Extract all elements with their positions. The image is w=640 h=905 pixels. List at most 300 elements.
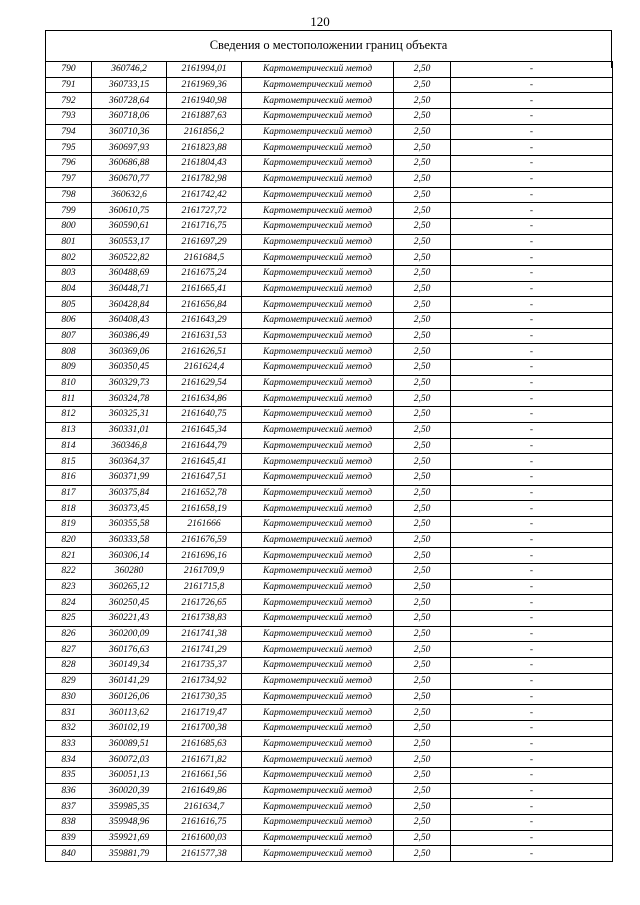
point-number-cell: 802 — [46, 250, 92, 266]
x-coordinate-cell: 360686,88 — [92, 156, 167, 172]
description-cell: - — [451, 265, 613, 281]
table-row — [46, 626, 613, 642]
method-cell: Картометрический метод — [242, 720, 394, 736]
table-row — [46, 548, 613, 564]
table-row — [46, 752, 613, 768]
point-number-cell: 813 — [46, 422, 92, 438]
y-coordinate-cell: 2161645,41 — [167, 454, 242, 470]
point-number-cell: 793 — [46, 109, 92, 125]
point-number-cell: 824 — [46, 595, 92, 611]
method-cell: Картометрический метод — [242, 93, 394, 109]
table-row — [46, 673, 613, 689]
y-coordinate-cell: 2161700,38 — [167, 720, 242, 736]
y-coordinate-cell: 2161887,63 — [167, 109, 242, 125]
x-coordinate-cell: 360375,84 — [92, 485, 167, 501]
y-coordinate-cell: 2161735,37 — [167, 658, 242, 674]
description-cell: - — [451, 752, 613, 768]
method-cell: Картометрический метод — [242, 752, 394, 768]
accuracy-cell: 2,50 — [394, 846, 451, 862]
table-row — [46, 830, 613, 846]
description-cell: - — [451, 532, 613, 548]
method-cell: Картометрический метод — [242, 846, 394, 862]
method-cell: Картометрический метод — [242, 783, 394, 799]
accuracy-cell: 2,50 — [394, 720, 451, 736]
y-coordinate-cell: 2161634,7 — [167, 799, 242, 815]
description-cell: - — [451, 642, 613, 658]
table-row — [46, 783, 613, 799]
method-cell: Картометрический метод — [242, 281, 394, 297]
x-coordinate-cell: 360371,99 — [92, 469, 167, 485]
point-number-cell: 801 — [46, 234, 92, 250]
accuracy-cell: 2,50 — [394, 752, 451, 768]
accuracy-cell: 2,50 — [394, 830, 451, 846]
description-cell: - — [451, 736, 613, 752]
description-cell: - — [451, 77, 613, 93]
method-cell: Картометрический метод — [242, 469, 394, 485]
point-number-cell: 804 — [46, 281, 92, 297]
table-row — [46, 187, 613, 203]
description-cell: - — [451, 93, 613, 109]
description-cell: - — [451, 62, 613, 78]
accuracy-cell: 2,50 — [394, 736, 451, 752]
x-coordinate-cell: 360102,19 — [92, 720, 167, 736]
y-coordinate-cell: 2161626,51 — [167, 344, 242, 360]
x-coordinate-cell: 360089,51 — [92, 736, 167, 752]
table-row — [46, 203, 613, 219]
y-coordinate-cell: 2161684,5 — [167, 250, 242, 266]
method-cell: Картометрический метод — [242, 532, 394, 548]
table-row — [46, 532, 613, 548]
x-coordinate-cell: 359921,69 — [92, 830, 167, 846]
description-cell: - — [451, 375, 613, 391]
accuracy-cell: 2,50 — [394, 815, 451, 831]
accuracy-cell: 2,50 — [394, 799, 451, 815]
point-number-cell: 829 — [46, 673, 92, 689]
y-coordinate-cell: 2161742,42 — [167, 187, 242, 203]
y-coordinate-cell: 2161804,43 — [167, 156, 242, 172]
y-coordinate-cell: 2161640,75 — [167, 407, 242, 423]
method-cell: Картометрический метод — [242, 815, 394, 831]
point-number-cell: 815 — [46, 454, 92, 470]
point-number-cell: 794 — [46, 124, 92, 140]
method-cell: Картометрический метод — [242, 344, 394, 360]
x-coordinate-cell: 360250,45 — [92, 595, 167, 611]
accuracy-cell: 2,50 — [394, 250, 451, 266]
description-cell: - — [451, 234, 613, 250]
x-coordinate-cell: 360522,82 — [92, 250, 167, 266]
description-cell: - — [451, 846, 613, 862]
description-cell: - — [451, 516, 613, 532]
accuracy-cell: 2,50 — [394, 313, 451, 329]
point-number-cell: 797 — [46, 171, 92, 187]
point-number-cell: 823 — [46, 579, 92, 595]
y-coordinate-cell: 2161715,8 — [167, 579, 242, 595]
point-number-cell: 803 — [46, 265, 92, 281]
table-row — [46, 265, 613, 281]
point-number-cell: 830 — [46, 689, 92, 705]
description-cell: - — [451, 626, 613, 642]
description-cell: - — [451, 140, 613, 156]
accuracy-cell: 2,50 — [394, 360, 451, 376]
y-coordinate-cell: 2161645,34 — [167, 422, 242, 438]
y-coordinate-cell: 2161652,78 — [167, 485, 242, 501]
table-row — [46, 720, 613, 736]
table-row — [46, 564, 613, 580]
method-cell: Картометрический метод — [242, 313, 394, 329]
description-cell: - — [451, 673, 613, 689]
y-coordinate-cell: 2161600,03 — [167, 830, 242, 846]
point-number-cell: 796 — [46, 156, 92, 172]
method-cell: Картометрический метод — [242, 485, 394, 501]
point-number-cell: 826 — [46, 626, 92, 642]
table-row — [46, 407, 613, 423]
accuracy-cell: 2,50 — [394, 767, 451, 783]
accuracy-cell: 2,50 — [394, 407, 451, 423]
description-cell: - — [451, 124, 613, 140]
method-cell: Картометрический метод — [242, 218, 394, 234]
y-coordinate-cell: 2161629,54 — [167, 375, 242, 391]
method-cell: Картометрический метод — [242, 454, 394, 470]
x-coordinate-cell: 360728,64 — [92, 93, 167, 109]
accuracy-cell: 2,50 — [394, 611, 451, 627]
y-coordinate-cell: 2161577,38 — [167, 846, 242, 862]
y-coordinate-cell: 2161823,88 — [167, 140, 242, 156]
x-coordinate-cell: 360408,43 — [92, 313, 167, 329]
accuracy-cell: 2,50 — [394, 140, 451, 156]
description-cell: - — [451, 783, 613, 799]
point-number-cell: 821 — [46, 548, 92, 564]
table-row — [46, 799, 613, 815]
boundary-points-table — [45, 61, 613, 862]
accuracy-cell: 2,50 — [394, 234, 451, 250]
table-row — [46, 281, 613, 297]
point-number-cell: 839 — [46, 830, 92, 846]
x-coordinate-cell: 360553,17 — [92, 234, 167, 250]
point-number-cell: 837 — [46, 799, 92, 815]
table-row — [46, 846, 613, 862]
table-row — [46, 62, 613, 78]
table-row — [46, 375, 613, 391]
accuracy-cell: 2,50 — [394, 579, 451, 595]
method-cell: Картометрический метод — [242, 140, 394, 156]
point-number-cell: 811 — [46, 391, 92, 407]
table-row — [46, 438, 613, 454]
y-coordinate-cell: 2161647,51 — [167, 469, 242, 485]
method-cell: Картометрический метод — [242, 736, 394, 752]
y-coordinate-cell: 2161734,92 — [167, 673, 242, 689]
method-cell: Картометрический метод — [242, 564, 394, 580]
description-cell: - — [451, 344, 613, 360]
table-row — [46, 171, 613, 187]
description-cell: - — [451, 407, 613, 423]
y-coordinate-cell: 2161631,53 — [167, 328, 242, 344]
method-cell: Картометрический метод — [242, 501, 394, 517]
accuracy-cell: 2,50 — [394, 501, 451, 517]
x-coordinate-cell: 360221,43 — [92, 611, 167, 627]
y-coordinate-cell: 2161656,84 — [167, 297, 242, 313]
y-coordinate-cell: 2161634,86 — [167, 391, 242, 407]
method-cell: Картометрический метод — [242, 548, 394, 564]
table-row — [46, 705, 613, 721]
description-cell: - — [451, 815, 613, 831]
accuracy-cell: 2,50 — [394, 642, 451, 658]
point-number-cell: 791 — [46, 77, 92, 93]
method-cell: Картометрический метод — [242, 109, 394, 125]
point-number-cell: 818 — [46, 501, 92, 517]
y-coordinate-cell: 2161716,75 — [167, 218, 242, 234]
description-cell: - — [451, 799, 613, 815]
method-cell: Картометрический метод — [242, 360, 394, 376]
x-coordinate-cell: 360113,62 — [92, 705, 167, 721]
method-cell: Картометрический метод — [242, 171, 394, 187]
accuracy-cell: 2,50 — [394, 124, 451, 140]
point-number-cell: 834 — [46, 752, 92, 768]
x-coordinate-cell: 360051,13 — [92, 767, 167, 783]
x-coordinate-cell: 360333,58 — [92, 532, 167, 548]
x-coordinate-cell: 360369,06 — [92, 344, 167, 360]
point-number-cell: 832 — [46, 720, 92, 736]
y-coordinate-cell: 2161709,9 — [167, 564, 242, 580]
table-row — [46, 516, 613, 532]
description-cell: - — [451, 564, 613, 580]
accuracy-cell: 2,50 — [394, 658, 451, 674]
y-coordinate-cell: 2161665,41 — [167, 281, 242, 297]
table-row — [46, 77, 613, 93]
point-number-cell: 835 — [46, 767, 92, 783]
x-coordinate-cell: 360141,29 — [92, 673, 167, 689]
y-coordinate-cell: 2161719,47 — [167, 705, 242, 721]
y-coordinate-cell: 2161940,98 — [167, 93, 242, 109]
point-number-cell: 833 — [46, 736, 92, 752]
y-coordinate-cell: 2161730,35 — [167, 689, 242, 705]
point-number-cell: 838 — [46, 815, 92, 831]
y-coordinate-cell: 2161643,29 — [167, 313, 242, 329]
y-coordinate-cell: 2161697,29 — [167, 234, 242, 250]
description-cell: - — [451, 485, 613, 501]
accuracy-cell: 2,50 — [394, 156, 451, 172]
accuracy-cell: 2,50 — [394, 422, 451, 438]
y-coordinate-cell: 2161671,82 — [167, 752, 242, 768]
method-cell: Картометрический метод — [242, 626, 394, 642]
x-coordinate-cell: 360386,49 — [92, 328, 167, 344]
method-cell: Картометрический метод — [242, 767, 394, 783]
table-row — [46, 313, 613, 329]
y-coordinate-cell: 2161741,29 — [167, 642, 242, 658]
method-cell: Картометрический метод — [242, 203, 394, 219]
accuracy-cell: 2,50 — [394, 705, 451, 721]
table-row — [46, 767, 613, 783]
table-row — [46, 344, 613, 360]
accuracy-cell: 2,50 — [394, 375, 451, 391]
x-coordinate-cell: 360020,39 — [92, 783, 167, 799]
method-cell: Картометрический метод — [242, 297, 394, 313]
method-cell: Картометрический метод — [242, 234, 394, 250]
point-number-cell: 809 — [46, 360, 92, 376]
y-coordinate-cell: 2161994,01 — [167, 62, 242, 78]
point-number-cell: 814 — [46, 438, 92, 454]
accuracy-cell: 2,50 — [394, 783, 451, 799]
table-row — [46, 658, 613, 674]
y-coordinate-cell: 2161969,36 — [167, 77, 242, 93]
accuracy-cell: 2,50 — [394, 218, 451, 234]
x-coordinate-cell: 360670,77 — [92, 171, 167, 187]
accuracy-cell: 2,50 — [394, 187, 451, 203]
table-row — [46, 250, 613, 266]
y-coordinate-cell: 2161624,4 — [167, 360, 242, 376]
x-coordinate-cell: 360373,45 — [92, 501, 167, 517]
method-cell: Картометрический метод — [242, 375, 394, 391]
y-coordinate-cell: 2161685,63 — [167, 736, 242, 752]
point-number-cell: 816 — [46, 469, 92, 485]
point-number-cell: 799 — [46, 203, 92, 219]
x-coordinate-cell: 360280 — [92, 564, 167, 580]
description-cell: - — [451, 297, 613, 313]
accuracy-cell: 2,50 — [394, 469, 451, 485]
y-coordinate-cell: 2161658,19 — [167, 501, 242, 517]
description-cell: - — [451, 767, 613, 783]
x-coordinate-cell: 360346,8 — [92, 438, 167, 454]
accuracy-cell: 2,50 — [394, 454, 451, 470]
table-row — [46, 736, 613, 752]
accuracy-cell: 2,50 — [394, 344, 451, 360]
description-cell: - — [451, 595, 613, 611]
point-number-cell: 820 — [46, 532, 92, 548]
point-number-cell: 831 — [46, 705, 92, 721]
description-cell: - — [451, 187, 613, 203]
description-cell: - — [451, 611, 613, 627]
point-number-cell: 840 — [46, 846, 92, 862]
method-cell: Картометрический метод — [242, 77, 394, 93]
method-cell: Картометрический метод — [242, 673, 394, 689]
x-coordinate-cell: 360355,58 — [92, 516, 167, 532]
description-cell: - — [451, 313, 613, 329]
point-number-cell: 798 — [46, 187, 92, 203]
y-coordinate-cell: 2161676,59 — [167, 532, 242, 548]
method-cell: Картометрический метод — [242, 265, 394, 281]
description-cell: - — [451, 469, 613, 485]
accuracy-cell: 2,50 — [394, 438, 451, 454]
description-cell: - — [451, 689, 613, 705]
accuracy-cell: 2,50 — [394, 328, 451, 344]
y-coordinate-cell: 2161738,83 — [167, 611, 242, 627]
accuracy-cell: 2,50 — [394, 281, 451, 297]
accuracy-cell: 2,50 — [394, 297, 451, 313]
table-row — [46, 579, 613, 595]
x-coordinate-cell: 360306,14 — [92, 548, 167, 564]
y-coordinate-cell: 2161644,79 — [167, 438, 242, 454]
point-number-cell: 827 — [46, 642, 92, 658]
method-cell: Картометрический метод — [242, 407, 394, 423]
x-coordinate-cell: 359985,35 — [92, 799, 167, 815]
table-row — [46, 218, 613, 234]
y-coordinate-cell: 2161696,16 — [167, 548, 242, 564]
method-cell: Картометрический метод — [242, 830, 394, 846]
description-cell: - — [451, 501, 613, 517]
x-coordinate-cell: 360697,93 — [92, 140, 167, 156]
x-coordinate-cell: 359948,96 — [92, 815, 167, 831]
method-cell: Картометрический метод — [242, 156, 394, 172]
x-coordinate-cell: 360364,37 — [92, 454, 167, 470]
table-row — [46, 328, 613, 344]
point-number-cell: 795 — [46, 140, 92, 156]
y-coordinate-cell: 2161726,65 — [167, 595, 242, 611]
x-coordinate-cell: 360448,71 — [92, 281, 167, 297]
accuracy-cell: 2,50 — [394, 203, 451, 219]
accuracy-cell: 2,50 — [394, 171, 451, 187]
accuracy-cell: 2,50 — [394, 564, 451, 580]
method-cell: Картометрический метод — [242, 595, 394, 611]
x-coordinate-cell: 360176,63 — [92, 642, 167, 658]
accuracy-cell: 2,50 — [394, 673, 451, 689]
table-row — [46, 156, 613, 172]
y-coordinate-cell: 2161666 — [167, 516, 242, 532]
description-cell: - — [451, 391, 613, 407]
point-number-cell: 792 — [46, 93, 92, 109]
accuracy-cell: 2,50 — [394, 62, 451, 78]
description-cell: - — [451, 579, 613, 595]
x-coordinate-cell: 360126,06 — [92, 689, 167, 705]
description-cell: - — [451, 203, 613, 219]
method-cell: Картометрический метод — [242, 658, 394, 674]
x-coordinate-cell: 360718,06 — [92, 109, 167, 125]
page-number: 120 — [310, 14, 330, 29]
point-number-cell: 822 — [46, 564, 92, 580]
point-number-cell: 790 — [46, 62, 92, 78]
x-coordinate-cell: 360632,6 — [92, 187, 167, 203]
table-title: Сведения о местоположении границ объекта — [209, 38, 448, 52]
y-coordinate-cell: 2161649,86 — [167, 783, 242, 799]
description-cell: - — [451, 422, 613, 438]
accuracy-cell: 2,50 — [394, 109, 451, 125]
accuracy-cell: 2,50 — [394, 516, 451, 532]
table-row — [46, 140, 613, 156]
table-row — [46, 501, 613, 517]
x-coordinate-cell: 360710,36 — [92, 124, 167, 140]
x-coordinate-cell: 360325,31 — [92, 407, 167, 423]
x-coordinate-cell: 359881,79 — [92, 846, 167, 862]
accuracy-cell: 2,50 — [394, 689, 451, 705]
point-number-cell: 836 — [46, 783, 92, 799]
method-cell: Картометрический метод — [242, 438, 394, 454]
accuracy-cell: 2,50 — [394, 548, 451, 564]
table-row — [46, 109, 613, 125]
point-number-cell: 808 — [46, 344, 92, 360]
point-number-cell: 817 — [46, 485, 92, 501]
description-cell: - — [451, 156, 613, 172]
description-cell: - — [451, 360, 613, 376]
accuracy-cell: 2,50 — [394, 93, 451, 109]
y-coordinate-cell: 2161727,72 — [167, 203, 242, 219]
table-row — [46, 360, 613, 376]
table-row — [46, 689, 613, 705]
accuracy-cell: 2,50 — [394, 391, 451, 407]
point-number-cell: 812 — [46, 407, 92, 423]
method-cell: Картометрический метод — [242, 62, 394, 78]
table-row — [46, 485, 613, 501]
table-row — [46, 815, 613, 831]
table-row — [46, 469, 613, 485]
point-number-cell: 807 — [46, 328, 92, 344]
point-number-cell: 806 — [46, 313, 92, 329]
table-row — [46, 391, 613, 407]
description-cell: - — [451, 250, 613, 266]
x-coordinate-cell: 360746,2 — [92, 62, 167, 78]
table-row — [46, 422, 613, 438]
accuracy-cell: 2,50 — [394, 595, 451, 611]
method-cell: Картометрический метод — [242, 391, 394, 407]
method-cell: Картометрический метод — [242, 579, 394, 595]
point-number-cell: 805 — [46, 297, 92, 313]
